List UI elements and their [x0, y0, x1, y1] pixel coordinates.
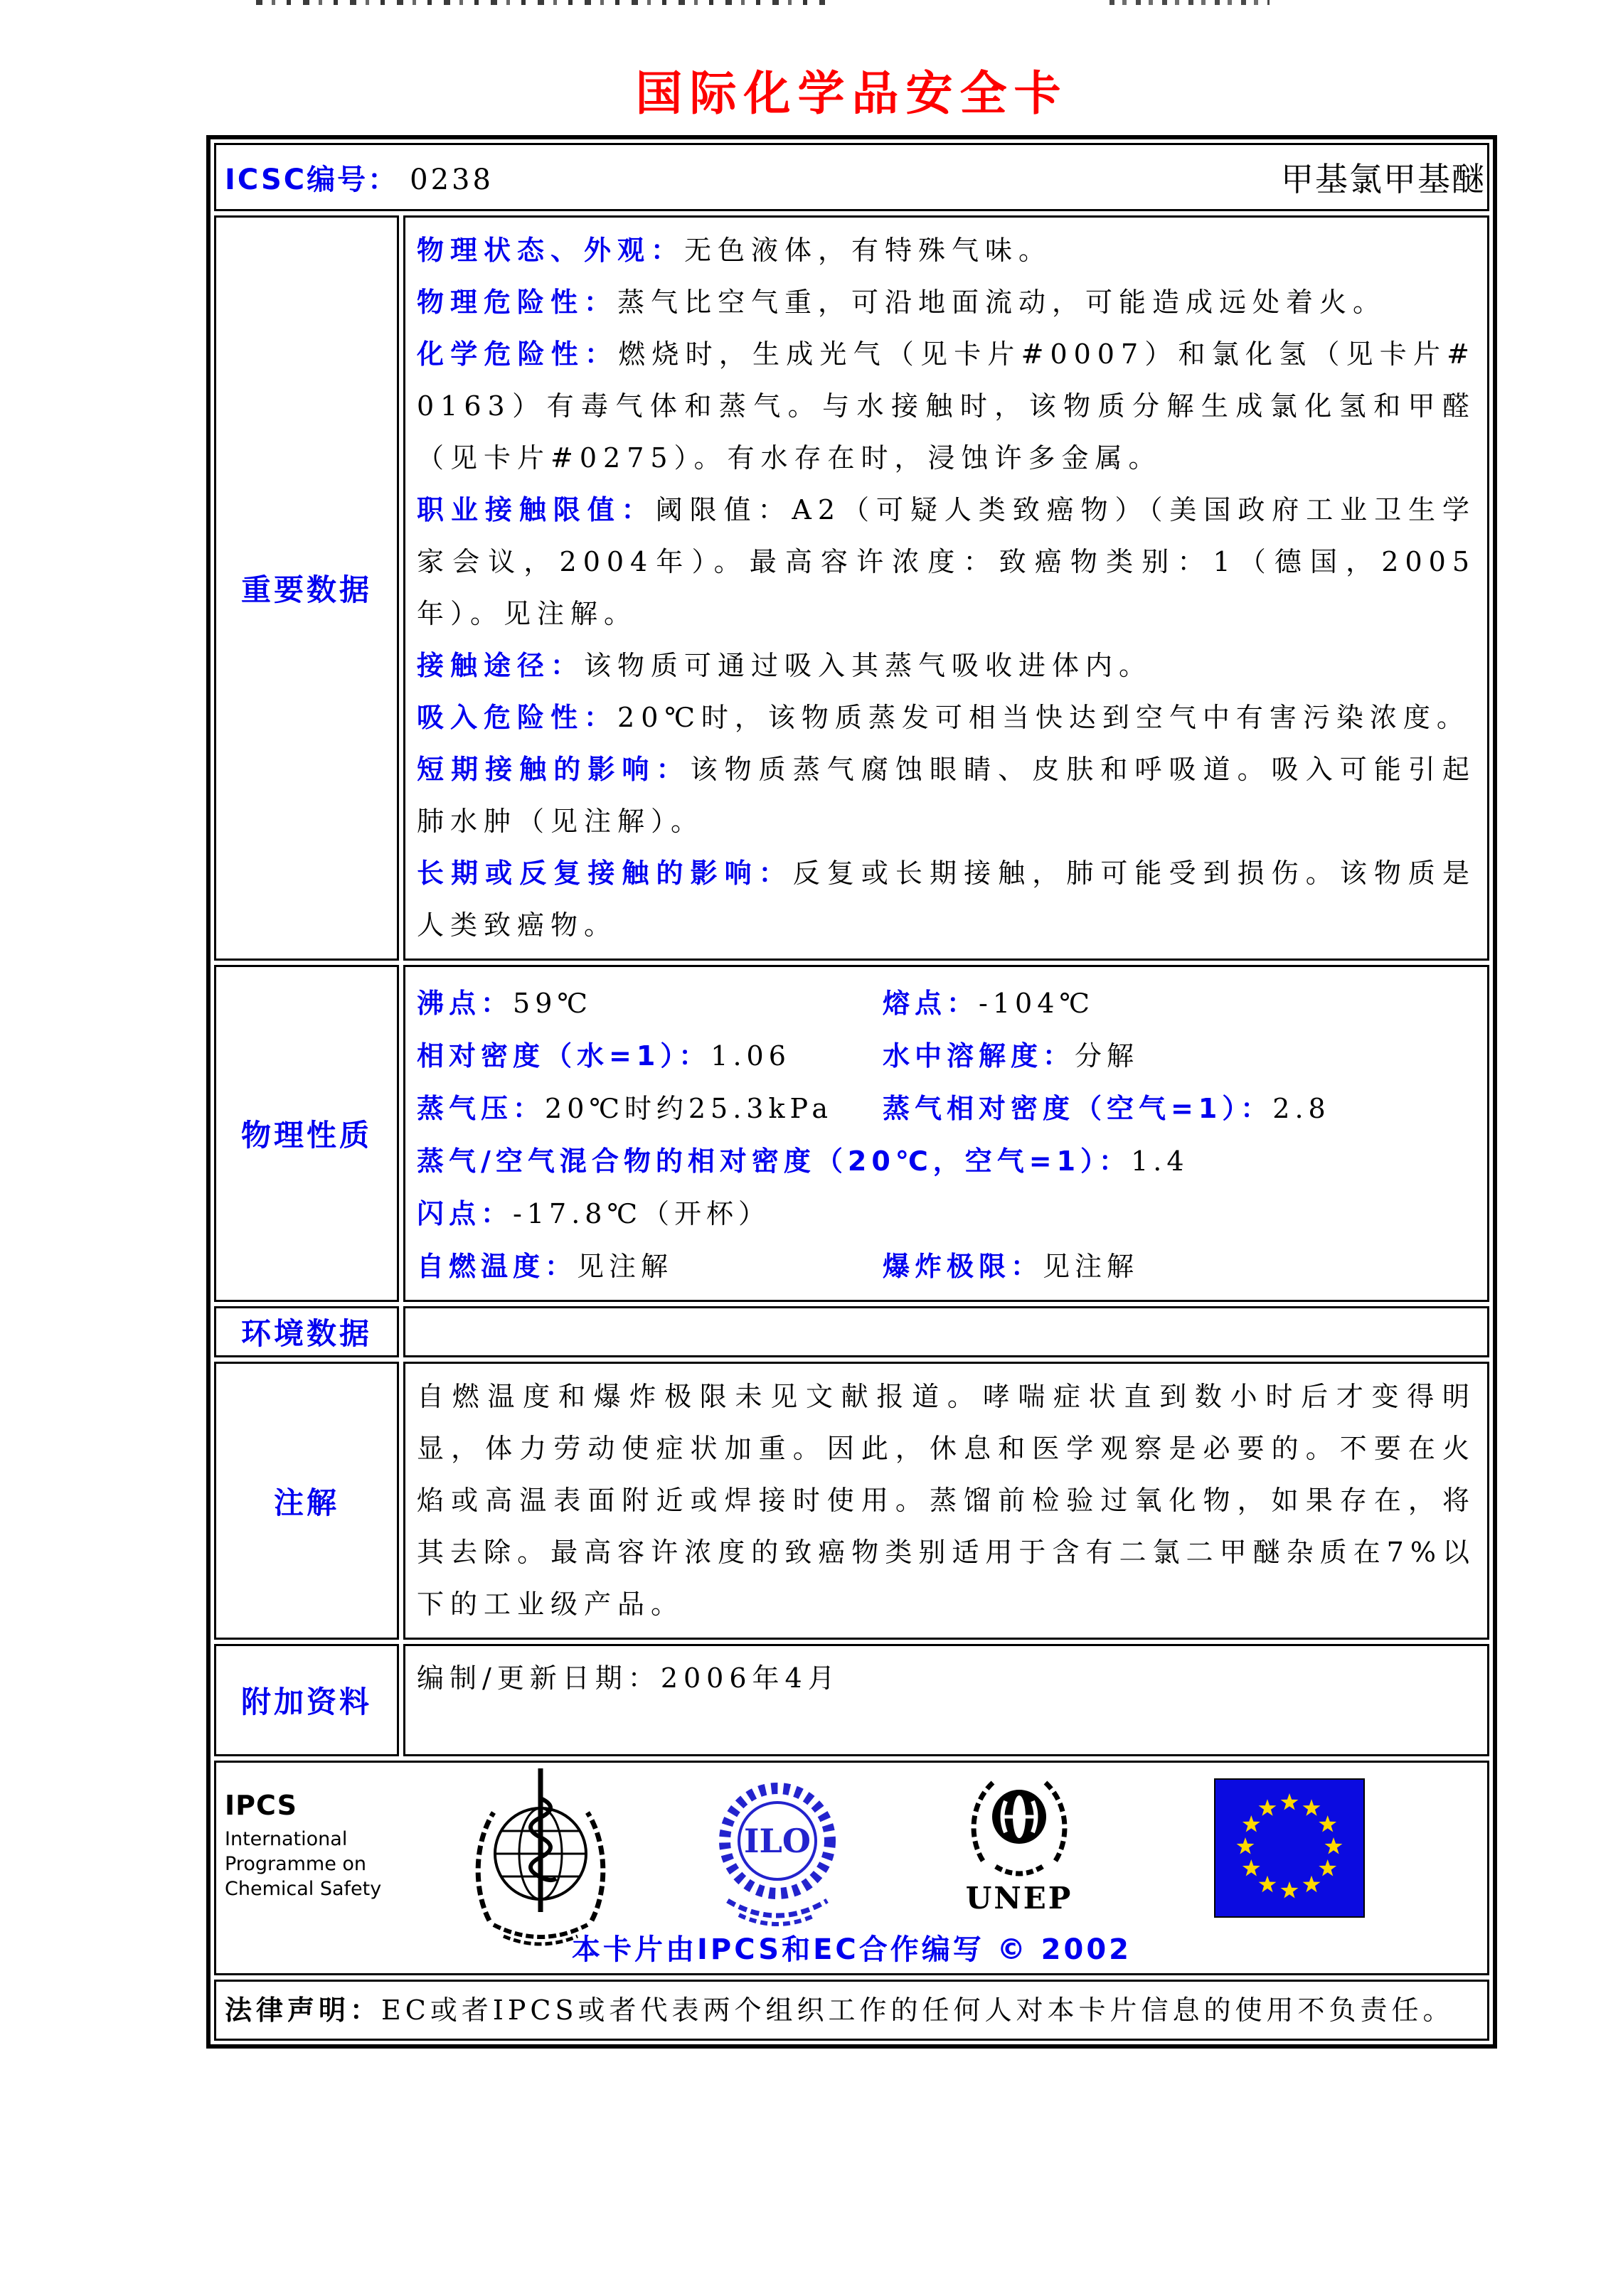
field-label: 物理危险性：	[417, 287, 618, 318]
credit-text: 本卡片由IPCS和EC合作编写	[572, 1933, 984, 1966]
environment-data-content	[403, 1306, 1489, 1357]
chemical-name: 甲基氯甲基醚	[1281, 160, 1486, 198]
ipcs-text-block	[225, 1790, 381, 1901]
who-emblem-icon	[462, 1766, 619, 1948]
physical-property	[417, 1146, 1189, 1177]
icsc-card-table	[206, 135, 1497, 2049]
field-value: 蒸气比空气重，可沿地面流动，可能造成远处着火。	[617, 287, 1387, 318]
update-date-label: 编制/更新日期：	[417, 1662, 661, 1694]
notes-row	[214, 1362, 1489, 1640]
ilo-letters: ILO	[744, 1822, 811, 1860]
field-label: 沸点：	[417, 988, 513, 1019]
field-value: 阈限值：A2（可疑人类致癌物）（美国政府工业卫生学家会议，2004年）。最高容许浓度：致癌物类别：1（德国，2005年）。见注解。	[417, 494, 1476, 629]
update-date-value: 2006年4月	[660, 1662, 841, 1694]
field-label: 吸入危险性：	[417, 702, 618, 733]
physical-property	[417, 1030, 883, 1082]
physical-properties-row	[214, 965, 1489, 1302]
ipcs-subtitle-line: Chemical Safety	[225, 1878, 382, 1900]
field-label: 熔点：	[883, 988, 979, 1019]
icsc-number-group	[225, 157, 494, 198]
field-value: 分解	[1075, 1040, 1139, 1072]
field-value: 见注解	[577, 1251, 674, 1282]
field-value: -17.8℃（开杯）	[513, 1198, 770, 1229]
field-label: 蒸气压：	[417, 1093, 546, 1124]
section-label-text: 物理性质	[240, 1118, 372, 1153]
icsc-number-value: 0238	[410, 163, 494, 196]
important-data-paragraph	[417, 484, 1476, 640]
section-label-text: 附加资料	[240, 1684, 372, 1719]
ipcs-title: IPCS	[225, 1790, 297, 1821]
important-data-paragraph	[417, 848, 1476, 951]
section-label-notes	[214, 1362, 399, 1640]
eu-flag-stars	[1215, 1780, 1363, 1916]
physical-property	[417, 977, 883, 1030]
clipped-print-header-left	[256, 0, 825, 5]
legal-label: 法律声明：	[225, 1995, 382, 2026]
card-header-row	[214, 143, 1489, 211]
organizations-row	[214, 1761, 1489, 1975]
field-label: 物理状态、外观：	[417, 235, 685, 266]
notes-text: 自燃温度和爆炸极限未见文献报道。哮喘症状直到数小时后才变得明显，体力劳动使症状加重。因此，休息和医学观察是必要的。不要在火焰或高温表面附近或焊接时使用。蒸馏前检验过氧化物，如果存在，将其去除。最高容许浓度的致癌物类别适用于含有二氯二甲醚杂质在7%以下的工业级产品。	[417, 1381, 1476, 1620]
field-value: 59℃	[513, 988, 592, 1019]
important-data-paragraph	[417, 692, 1476, 744]
unep-label: UNEP	[965, 1881, 1073, 1916]
physical-property-row	[417, 1135, 1476, 1187]
physical-property-row	[417, 1030, 1476, 1082]
legal-text: EC或者IPCS或者代表两个组织工作的任何人对本卡片信息的使用不负责任。	[381, 1995, 1454, 2026]
field-label: 短期接触的影响：	[417, 754, 691, 785]
legal-row	[214, 1980, 1489, 2041]
field-label: 接触途径：	[417, 650, 585, 681]
physical-property-row	[417, 977, 1476, 1030]
important-data-paragraph	[417, 640, 1476, 692]
card-header-cell	[214, 143, 1489, 211]
ilo-emblem-icon	[713, 1776, 841, 1933]
field-label: 蒸气/空气混合物的相对密度（20℃，空气=1）：	[417, 1146, 1132, 1177]
notes-content	[403, 1362, 1489, 1640]
field-value: 反复或长期接触，肺可能受到损伤。该物质是人类致癌物。	[417, 858, 1476, 941]
field-label: 爆炸极限：	[883, 1251, 1043, 1282]
ipcs-subtitle-line: Programme on	[225, 1853, 367, 1875]
additional-info-content	[403, 1644, 1489, 1756]
field-label: 蒸气相对密度（空气=1）：	[883, 1093, 1273, 1124]
eu-flag-icon	[1214, 1778, 1365, 1918]
physical-property	[883, 1251, 1139, 1282]
field-label: 职业接触限值：	[417, 494, 656, 525]
clipped-print-header-right	[1110, 0, 1270, 5]
field-value: 20℃时，该物质蒸发可相当快达到空气中有害污染浓度。	[617, 702, 1470, 733]
section-label-physical-properties	[214, 965, 399, 1302]
field-value: 1.06	[711, 1040, 791, 1072]
physical-property-row	[417, 1082, 1476, 1135]
unep-block	[952, 1770, 1087, 1916]
unep-emblem-icon	[959, 1770, 1080, 1882]
section-label-text: 环境数据	[240, 1316, 372, 1351]
field-label: 闪点：	[417, 1198, 513, 1229]
field-value: 燃烧时，生成光气（见卡片#0007）和氯化氢（见卡片#0163）有毒气体和蒸气。与水接触时，该物质分解生成氯化氢和甲醛（见卡片#0275）。有水存在时，浸蚀许多金属。	[417, 338, 1476, 474]
eu-star	[1281, 1881, 1299, 1899]
field-value: 2.8	[1272, 1093, 1331, 1124]
field-value: 见注解	[1043, 1251, 1139, 1282]
eu-star	[1242, 1815, 1260, 1832]
section-label-important-data	[214, 215, 399, 961]
field-label: 化学危险性：	[417, 338, 619, 370]
icsc-number-label: ICSC编号：	[225, 163, 399, 196]
eu-star	[1319, 1859, 1336, 1876]
important-data-paragraph	[417, 329, 1476, 484]
page-title: 国际化学品安全卡	[635, 66, 1068, 121]
physical-property	[417, 1240, 883, 1293]
important-data-content	[403, 215, 1489, 961]
field-value: -104℃	[979, 988, 1095, 1019]
credit-line	[216, 1927, 1487, 1967]
eu-star	[1303, 1876, 1321, 1893]
field-value: 无色液体，有特殊气味。	[684, 235, 1053, 266]
legal-cell	[214, 1980, 1489, 2041]
environment-data-row	[214, 1306, 1489, 1357]
eu-star	[1319, 1815, 1336, 1832]
credit-year: © 2002	[996, 1933, 1132, 1966]
field-value: 该物质蒸气腐蚀眼睛、皮肤和呼吸道。吸入可能引起肺水肿（见注解）。	[417, 754, 1476, 837]
physical-properties-content	[403, 965, 1489, 1302]
ipcs-subtitle-line: International	[225, 1828, 348, 1850]
eu-star	[1242, 1859, 1260, 1876]
physical-property	[417, 1082, 883, 1135]
ipcs-subtitle	[225, 1827, 381, 1901]
field-value: 该物质可通过吸入其蒸气吸收进体内。	[584, 650, 1153, 681]
section-label-additional-info	[214, 1644, 399, 1756]
physical-property-row	[417, 1240, 1476, 1293]
additional-info-row	[214, 1644, 1489, 1756]
physical-property	[883, 1093, 1331, 1124]
physical-property	[883, 988, 1095, 1019]
important-data-paragraph	[417, 225, 1476, 277]
important-data-row	[214, 215, 1489, 961]
eu-star	[1325, 1837, 1343, 1854]
physical-property	[417, 1198, 770, 1229]
eu-star	[1303, 1799, 1321, 1816]
update-date-line	[417, 1653, 1476, 1703]
physical-property-row	[417, 1187, 1476, 1240]
section-label-environment-data	[214, 1306, 399, 1357]
eu-star	[1281, 1793, 1299, 1810]
eu-star	[1259, 1799, 1277, 1816]
field-label: 相对密度（水=1）：	[417, 1040, 711, 1072]
field-label: 水中溶解度：	[883, 1040, 1075, 1072]
field-label: 自燃温度：	[417, 1251, 578, 1282]
section-label-text: 重要数据	[240, 572, 372, 607]
eu-star	[1237, 1837, 1255, 1854]
important-data-paragraph	[417, 744, 1476, 848]
section-label-text: 注解	[273, 1485, 339, 1520]
field-value: 20℃时约25.3kPa	[545, 1093, 834, 1124]
eu-star	[1259, 1876, 1277, 1893]
legal-line	[225, 1992, 1479, 2029]
physical-property	[883, 1040, 1139, 1072]
field-value: 1.4	[1131, 1146, 1189, 1177]
field-label: 长期或反复接触的影响：	[417, 858, 793, 889]
organizations-cell	[214, 1761, 1489, 1975]
important-data-paragraph	[417, 277, 1476, 329]
